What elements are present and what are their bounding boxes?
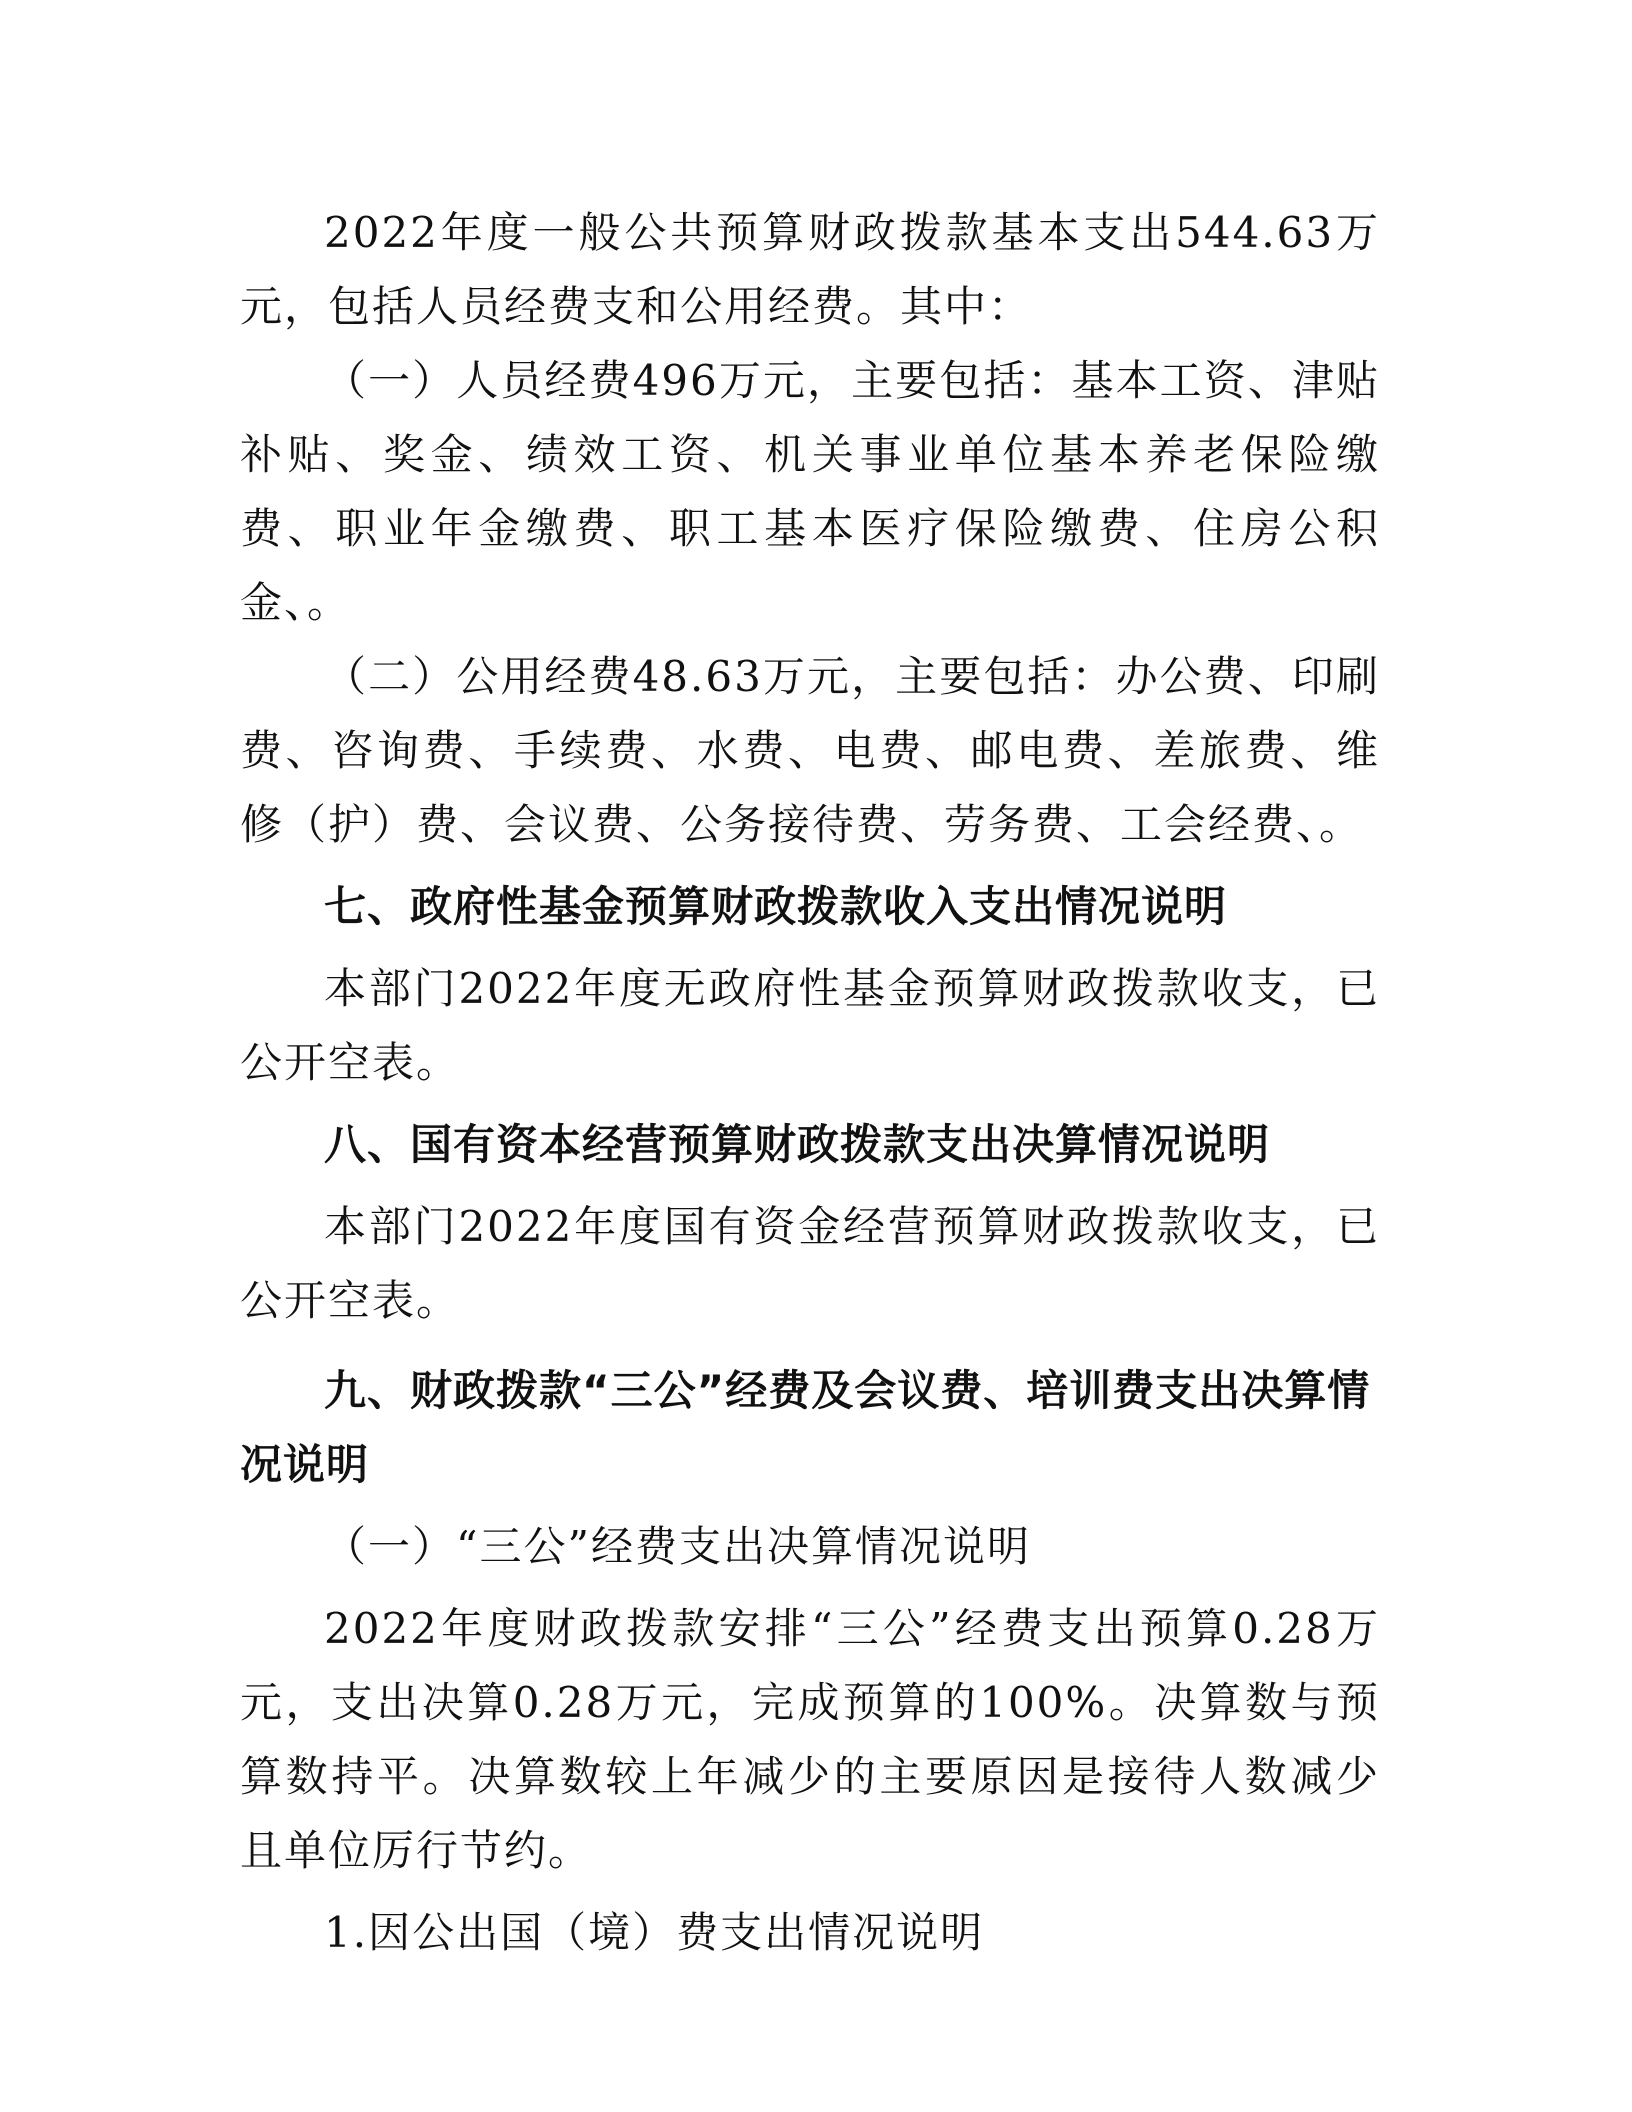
paragraph-state-capital: 本部门2022年度国有资金经营预算财政拨款收支，已公开空表。 (240, 1202, 1380, 1325)
paragraph-government-fund: 本部门2022年度无政府性基金预算财政拨款收支，已公开空表。 (240, 964, 1380, 1087)
spacer (240, 862, 1380, 870)
document-body (240, 196, 1380, 1970)
spacer (240, 1100, 1380, 1108)
spacer (240, 1182, 1380, 1190)
subheading-overseas-travel: 1.因公出国（境）费支出情况说明 (324, 1908, 985, 1957)
section-heading-7: 七、政府性基金预算财政拨款收入支出情况说明 (324, 882, 1228, 931)
spacer (240, 1584, 1380, 1592)
paragraph-three-public-budget: 2022年度财政拨款安排“三公”经费支出预算0.28万元，支出决算0.28万元，完成预算的100%。决算数与预算数持平。决算数较上年减少的主要原因是接待人数减少且单位厉行节约。 (240, 1604, 1380, 1875)
spacer (240, 1338, 1380, 1354)
subheading-three-public-expenses: （一）“三公”经费支出决算情况说明 (324, 1522, 1031, 1571)
spacer (240, 1502, 1380, 1510)
spacer (240, 1888, 1380, 1896)
section-heading-9: 九、财政拨款“三公”经费及会议费、培训费支出决算情况说明 (240, 1366, 1371, 1489)
paragraph-public-expenses: （二）公用经费48.63万元，主要包括：办公费、印刷费、咨询费、手续费、水费、电费、邮电费、差旅费、维修（护）费、会议费、公务接待费、劳务费、工会经费、。 (240, 652, 1380, 849)
paragraph-personnel-expenses: （一）人员经费496万元，主要包括：基本工资、津贴补贴、奖金、绩效工资、机关事业单位基本养老保险缴费、职业年金缴费、职工基本医疗保险缴费、住房公积金、。 (240, 356, 1380, 627)
spacer (240, 944, 1380, 952)
section-heading-8: 八、国有资本经营预算财政拨款支出决算情况说明 (324, 1120, 1271, 1169)
paragraph-basic-expenditure: 2022年度一般公共预算财政拨款基本支出544.63万元，包括人员经费支和公用经费。其中： (240, 208, 1380, 331)
